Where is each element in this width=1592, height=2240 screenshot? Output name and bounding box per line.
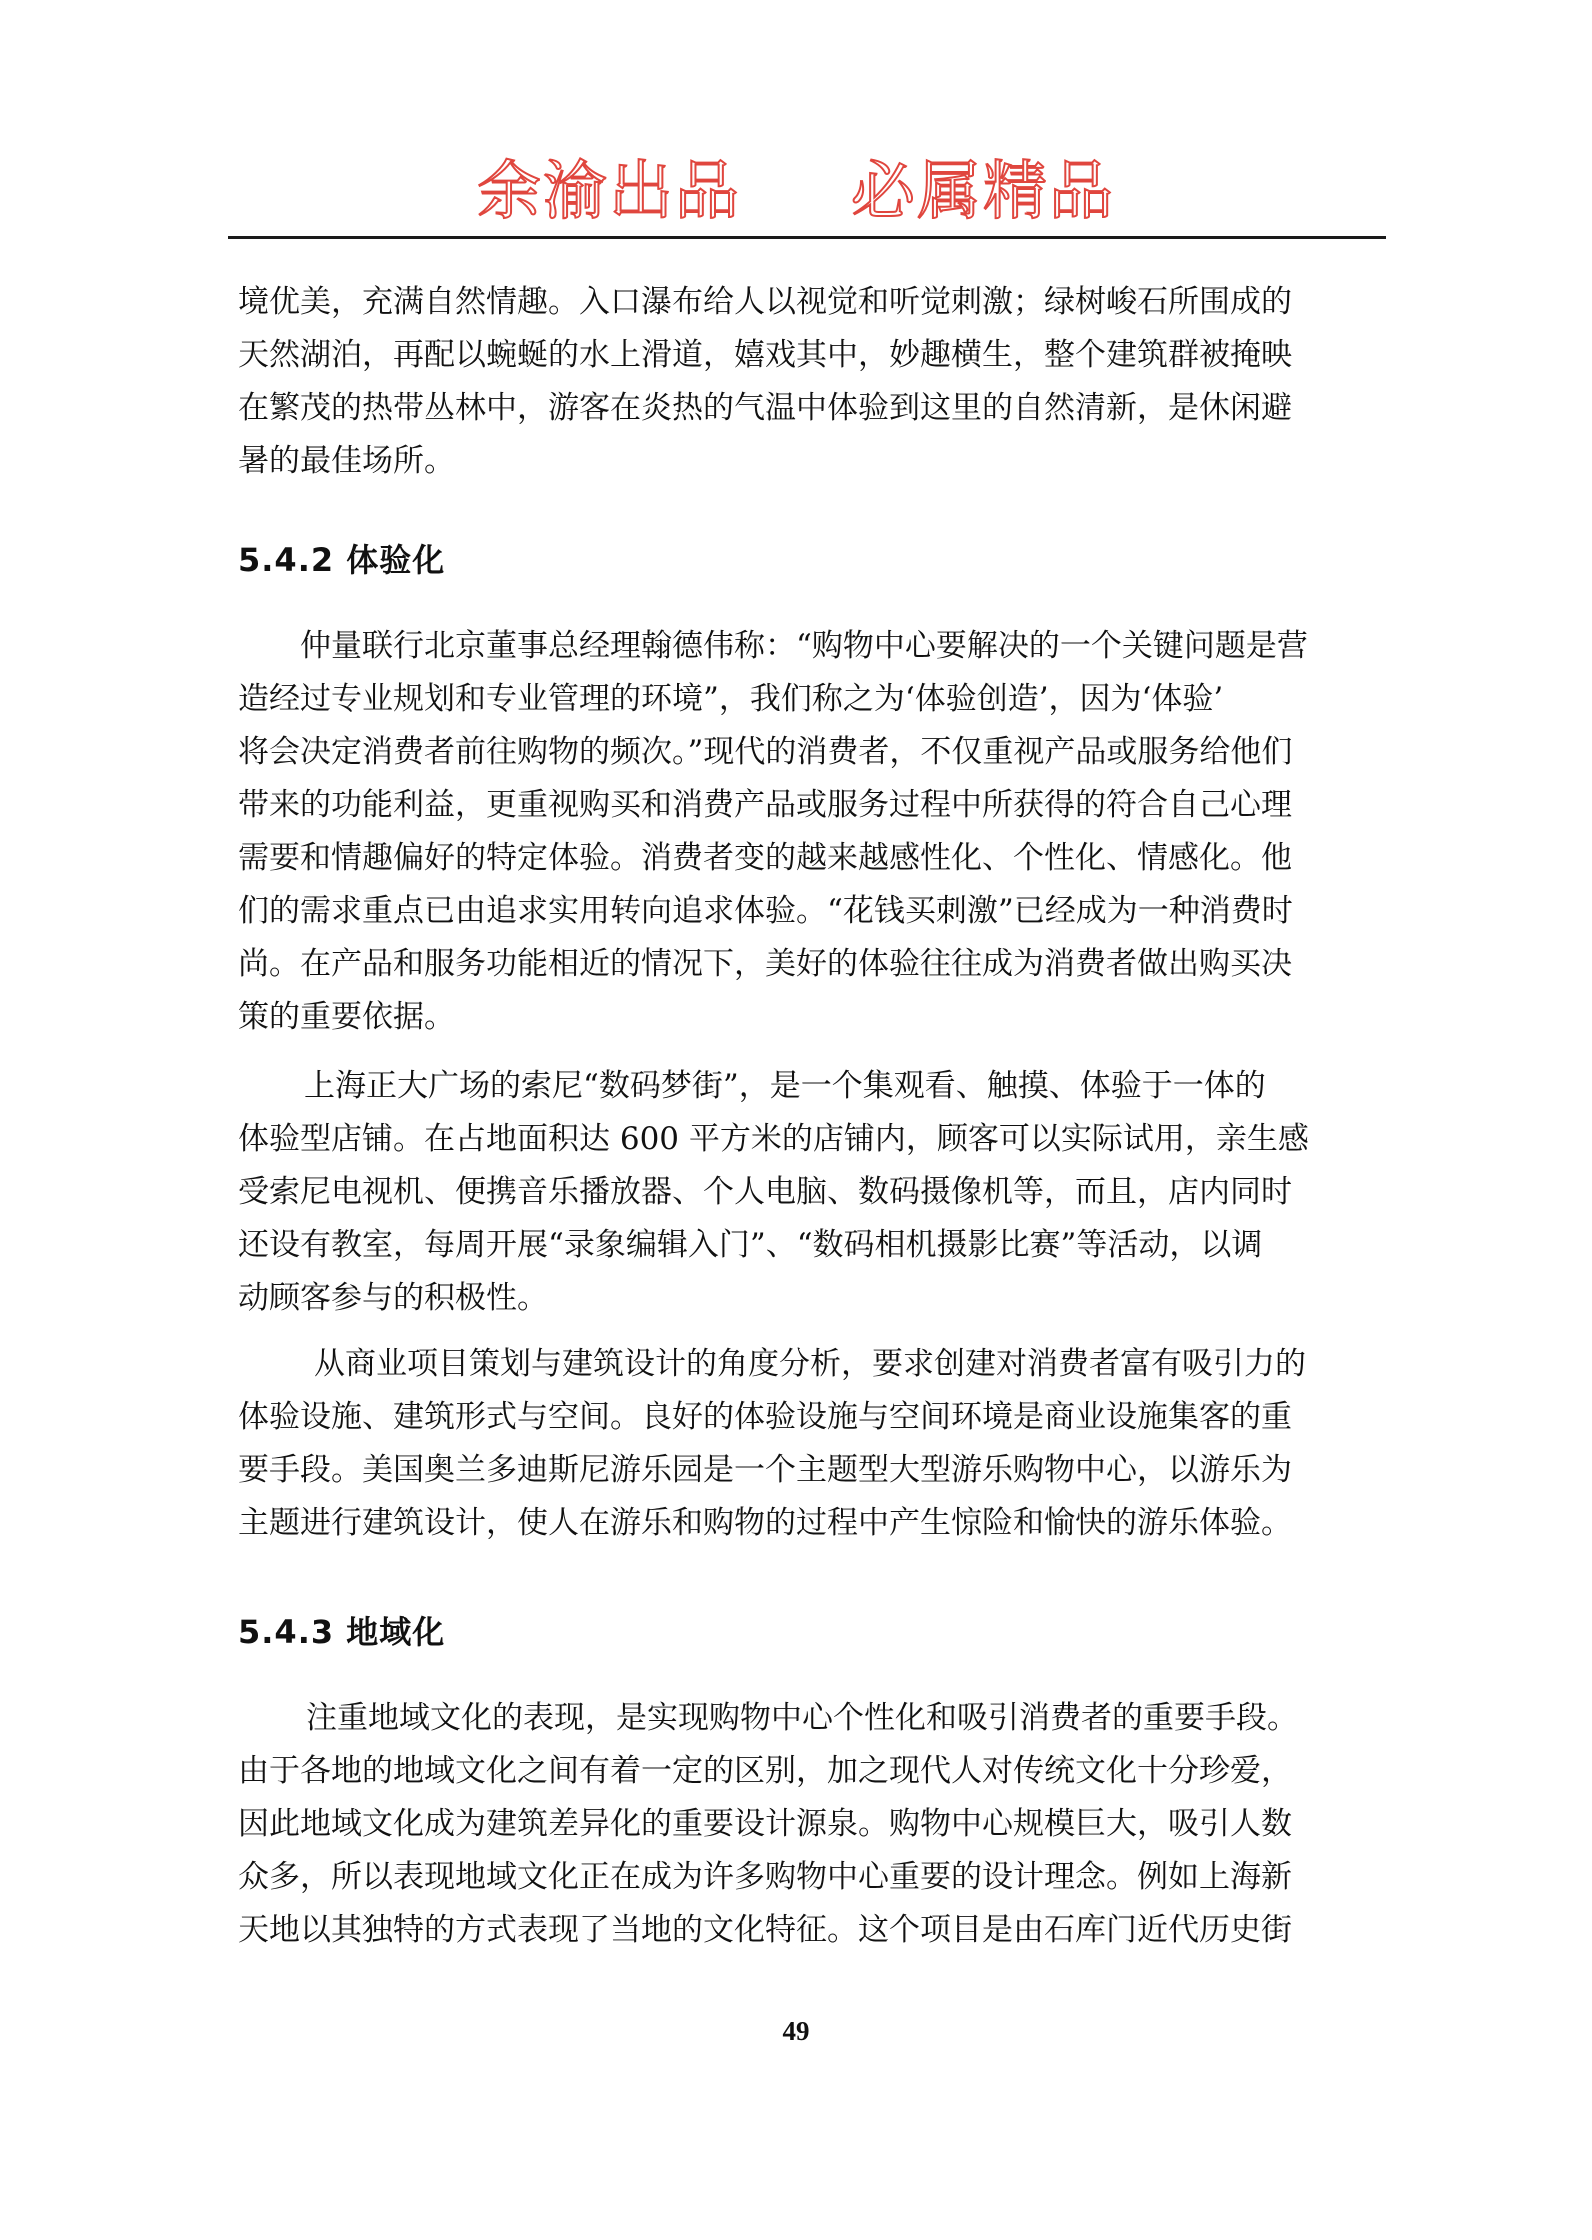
intro-paragraph (238, 276, 1388, 488)
watermark-header (0, 152, 1592, 232)
text-line: 众多，所以表现地域文化正在成为许多购物中心重要的设计理念。例如上海新 (238, 1859, 1292, 1895)
paragraph-542-3 (238, 1338, 1388, 1550)
text-line: 体验型店铺。在占地面积达 600 平方米的店铺内，顾客可以实际试用，亲生感 (238, 1121, 1309, 1157)
text-line: 上海正大广场的索尼“数码梦街”，是一个集观看、触摸、体验于一体的 (304, 1068, 1266, 1104)
text-line: 带来的功能利益，更重视购买和消费产品或服务过程中所获得的符合自己心理 (238, 787, 1292, 823)
text-line: 境优美，充满自然情趣。入口瀑布给人以视觉和听觉刺激；绿树峻石所围成的 (238, 284, 1292, 320)
text-line: 仲量联行北京董事总经理翰德伟称：“购物中心要解决的一个关键问题是营 (300, 628, 1308, 664)
text-line: 主题进行建筑设计，使人在游乐和购物的过程中产生惊险和愉快的游乐体验。 (238, 1505, 1292, 1541)
paragraph-542-1 (238, 620, 1388, 1044)
text-line: 天然湖泊，再配以蜿蜒的水上滑道，嬉戏其中，妙趣横生，整个建筑群被掩映 (238, 337, 1292, 373)
section-heading-543: 5.4.3 地域化 (238, 1613, 446, 1651)
section-heading-542: 5.4.2 体验化 (238, 541, 446, 579)
text-line: 从商业项目策划与建筑设计的角度分析，要求创建对消费者富有吸引力的 (314, 1346, 1306, 1382)
text-line: 注重地域文化的表现，是实现购物中心个性化和吸引消费者的重要手段。 (306, 1700, 1298, 1736)
text-line: 天地以其独特的方式表现了当地的文化特征。这个项目是由石库门近代历史街 (238, 1912, 1292, 1948)
text-line: 体验设施、建筑形式与空间。良好的体验设施与空间环境是商业设施集客的重 (238, 1399, 1292, 1435)
text-line: 策的重要依据。 (238, 999, 455, 1035)
text-line: 因此地域文化成为建筑差异化的重要设计源泉。购物中心规模巨大，吸引人数 (238, 1806, 1292, 1842)
text-line: 造经过专业规划和专业管理的环境”，我们称之为‘体验创造’，因为‘体验’ (238, 681, 1224, 717)
text-line: 由于各地的地域文化之间有着一定的区别，加之现代人对传统文化十分珍爱， (238, 1753, 1292, 1789)
header-title-left: 余渝出品 (477, 155, 741, 229)
text-line: 暑的最佳场所。 (238, 443, 455, 479)
header-title-right: 必属精品 (851, 155, 1115, 229)
text-line: 在繁茂的热带丛林中，游客在炎热的气温中体验到这里的自然清新，是休闲避 (238, 390, 1292, 426)
text-line: 还设有教室，每周开展“录象编辑入门”、“数码相机摄影比赛”等活动，以调 (238, 1227, 1263, 1263)
paragraph-542-2 (238, 1060, 1388, 1325)
text-line: 要手段。美国奥兰多迪斯尼游乐园是一个主题型大型游乐购物中心，以游乐为 (238, 1452, 1292, 1488)
text-line: 尚。在产品和服务功能相近的情况下，美好的体验往往成为消费者做出购买决 (238, 946, 1292, 982)
text-line: 受索尼电视机、便携音乐播放器、个人电脑、数码摄像机等，而且，店内同时 (238, 1174, 1292, 1210)
text-line: 将会决定消费者前往购物的频次。”现代的消费者，不仅重视产品或服务给他们 (238, 734, 1293, 770)
text-line: 动顾客参与的积极性。 (238, 1280, 548, 1316)
paragraph-543-1 (238, 1692, 1388, 1957)
page-number: 49 (782, 2016, 810, 2046)
header-divider (228, 236, 1386, 239)
text-line: 需要和情趣偏好的特定体验。消费者变的越来越感性化、个性化、情感化。他 (238, 840, 1292, 876)
text-line: 们的需求重点已由追求实用转向追求体验。“花钱买刺激”已经成为一种消费时 (238, 893, 1293, 929)
